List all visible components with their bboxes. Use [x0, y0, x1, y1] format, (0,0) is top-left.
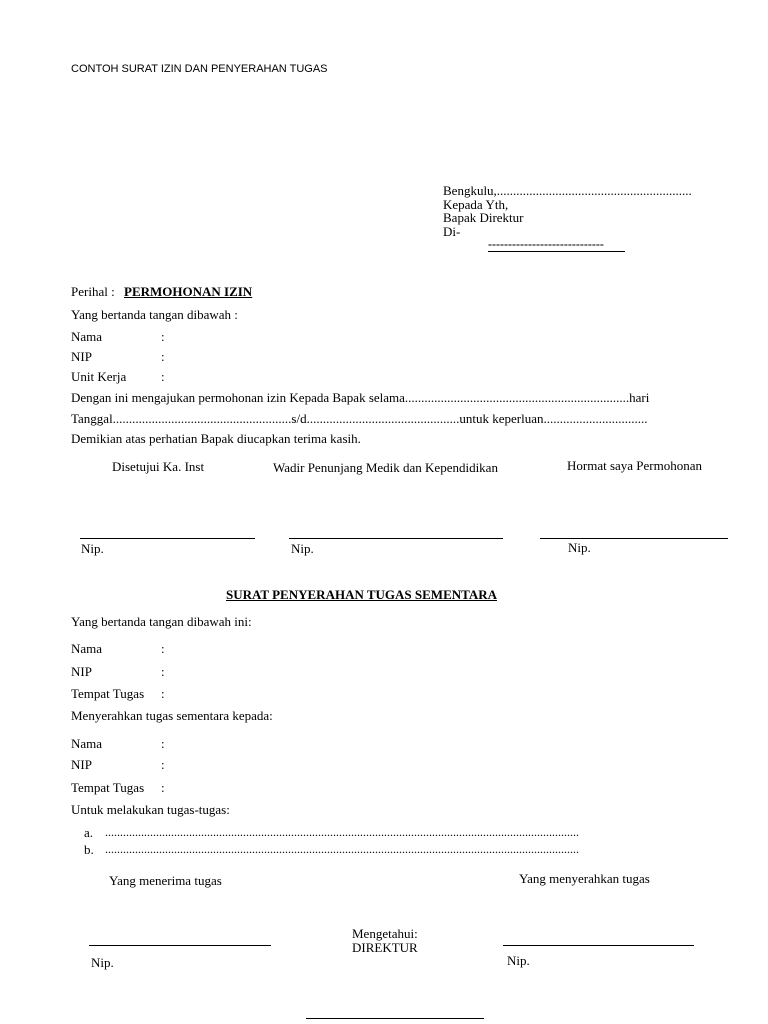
- director-signature-line: [306, 1018, 484, 1019]
- giver-field-label: NIP: [71, 664, 92, 679]
- permit-field-label: Nama: [71, 329, 103, 344]
- giver-field-colon: :: [161, 686, 165, 701]
- transfer-text: Menyerahkan tugas sementara kepada:: [71, 708, 273, 723]
- giver-signature-title: Yang menyerahkan tugas: [519, 871, 650, 886]
- permit-field-colon: :: [161, 329, 165, 344]
- task-marker: a.: [84, 825, 94, 840]
- permit-field-label: NIP: [71, 349, 92, 364]
- permit-field-label: Unit Kerja: [71, 369, 127, 384]
- receiver-nip: Nip.: [91, 955, 114, 970]
- signature-nip: Nip.: [291, 541, 314, 556]
- receiver-field-colon: :: [161, 736, 165, 751]
- permit-closing: Demikian atas perhatian Bapak diucapkan terima kasih.: [71, 431, 361, 446]
- subject-value: PERMOHONAN IZIN: [124, 284, 253, 299]
- signature-line: [80, 538, 255, 539]
- task-line: ..............................................................................................................................................................: [105, 842, 579, 856]
- addressee-recipient: Bapak Direktur: [443, 210, 524, 225]
- subject-label: Perihal :: [71, 284, 115, 299]
- receiver-signature-title: Yang menerima tugas: [109, 873, 222, 888]
- signature-line: [503, 945, 694, 946]
- permit-field-colon: :: [161, 369, 165, 384]
- signature-nip: Nip.: [568, 540, 591, 555]
- permit-intro: Yang bertanda tangan dibawah :: [71, 307, 238, 322]
- signature-line: [540, 538, 728, 539]
- giver-field-colon: :: [161, 664, 165, 679]
- giver-nip: Nip.: [507, 953, 530, 968]
- receiver-field-label: NIP: [71, 757, 92, 772]
- giver-field-label: Nama: [71, 641, 103, 656]
- signature-nip: Nip.: [81, 541, 104, 556]
- permit-body-line: Tanggal.......................................................s/d...............................................untuk keperluan................................: [71, 411, 648, 426]
- task-line: ..............................................................................................................................................................: [105, 825, 579, 839]
- signature-title: Hormat saya Permohonan: [567, 458, 703, 473]
- giver-field-label: Tempat Tugas: [71, 686, 145, 701]
- giver-field-colon: :: [161, 641, 165, 656]
- signature-line: [289, 538, 503, 539]
- signature-line: [89, 945, 271, 946]
- receiver-field-colon: :: [161, 757, 165, 772]
- tasks-intro: Untuk melakukan tugas-tugas:: [71, 802, 230, 817]
- task-marker: b.: [84, 842, 94, 857]
- acknowledge-label: Mengetahui:: [352, 926, 418, 941]
- addressee-dash-line: -----------------------------: [488, 237, 604, 251]
- addressee-at: Di-: [443, 224, 461, 239]
- director-label: DIREKTUR: [352, 940, 418, 955]
- permit-field-colon: :: [161, 349, 165, 364]
- signature-title: Wadir Penunjang Medik dan Kependidikan: [273, 460, 498, 475]
- receiver-field-label: Tempat Tugas: [71, 780, 145, 795]
- handover-intro: Yang bertanda tangan dibawah ini:: [71, 614, 252, 629]
- signature-title: Disetujui Ka. Inst: [112, 459, 205, 474]
- addressee-to: Kepada Yth,: [443, 197, 509, 212]
- addressee-underline: [488, 251, 625, 252]
- page-title: CONTOH SURAT IZIN DAN PENYERAHAN TUGAS: [71, 63, 328, 75]
- receiver-field-label: Nama: [71, 736, 103, 751]
- permit-body-line: Dengan ini mengajukan permohonan izin Kepada Bapak selama.....................................................................hari: [71, 390, 650, 405]
- handover-title: SURAT PENYERAHAN TUGAS SEMENTARA: [226, 587, 497, 602]
- place-date: Bengkulu,............................................................: [443, 183, 692, 198]
- receiver-field-colon: :: [161, 780, 165, 795]
